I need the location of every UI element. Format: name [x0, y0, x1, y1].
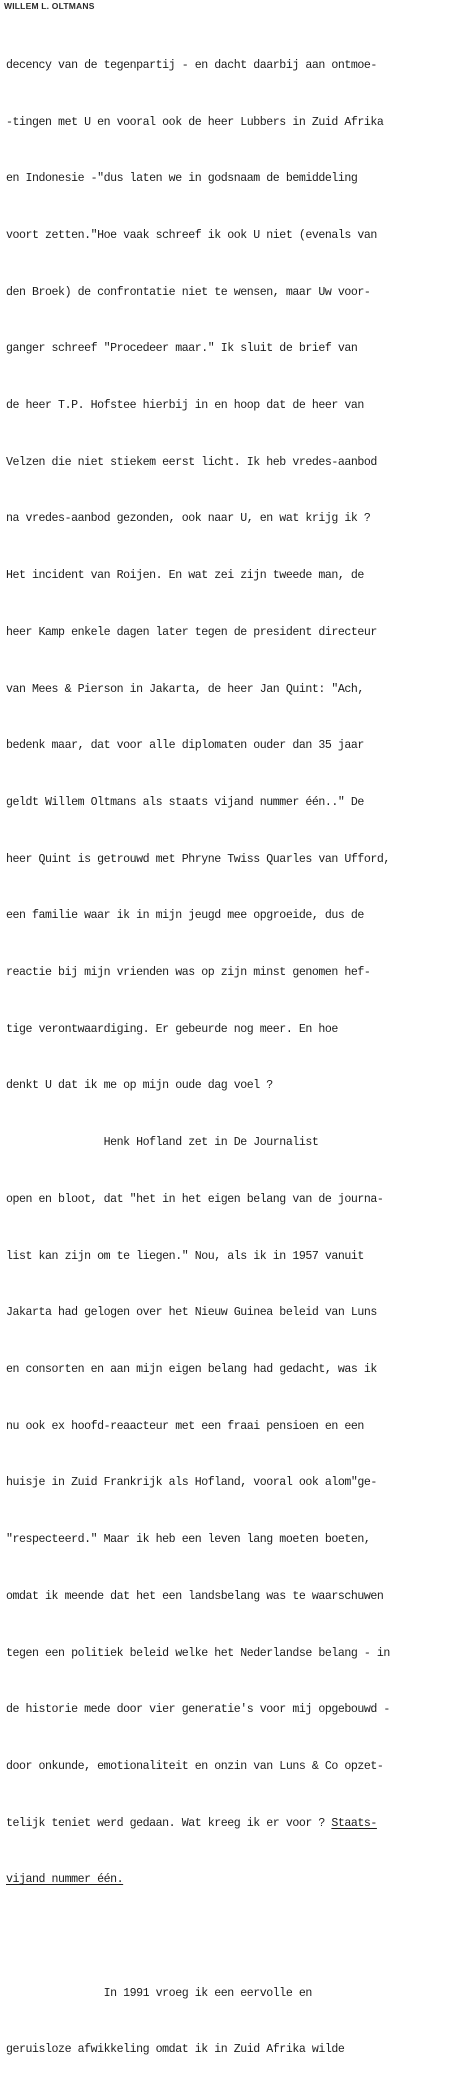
- underlined-word: Staats-: [331, 1816, 377, 1830]
- text-line: en consorten en aan mijn eigen belang had gedacht, was ik: [6, 1362, 377, 1376]
- text-line: de historie mede door vier generatie's voor mij opgebouwd -: [6, 1703, 390, 1717]
- text-line: Jakarta had gelogen over het Nieuw Guinea beleid van Luns: [6, 1306, 377, 1320]
- blank-line: [6, 1928, 450, 1947]
- text-line: een familie waar ik in mijn jeugd mee opgroeide, dus de: [6, 909, 364, 923]
- underlined-line: vijand nummer één.: [6, 1873, 124, 1887]
- text-line: "respecteerd." Maar ik heb een leven lang moeten boeten,: [6, 1533, 371, 1547]
- text-line: na vredes-aanbod gezonden, ook naar U, en wat krijg ik ?: [6, 512, 371, 526]
- text-line: Het incident van Roijen. En wat zei zijn tweede man, de: [6, 569, 364, 583]
- text-line: heer Kamp enkele dagen later tegen de president directeur: [6, 625, 377, 639]
- text-line: huisje in Zuid Frankrijk als Hofland, vooral ook alom"ge-: [6, 1476, 377, 1490]
- text-line: decency van de tegenpartij - en dacht daarbij aan ontmoe-: [6, 58, 377, 72]
- text-line: Henk Hofland zet in De Journalist: [6, 1136, 319, 1150]
- text-line: geldt Willem Oltmans als staats vijand nummer één.." De: [6, 795, 364, 809]
- text-line: In 1991 vroeg ik een eervolle en: [6, 1986, 312, 2000]
- text-line: reactie bij mijn vrienden was op zijn minst genomen hef-: [6, 966, 371, 980]
- text-line: den Broek) de confrontatie niet te wensen, maar Uw voor-: [6, 285, 371, 299]
- text-segment: telijk teniet werd gedaan. Wat kreeg ik er voor ?: [6, 1816, 332, 1830]
- text-line: omdat ik meende dat het een landsbelang was te waarschuwen: [6, 1589, 384, 1603]
- text-line: ganger schreef "Procedeer maar." Ik sluit de brief van: [6, 342, 358, 356]
- text-line: tige verontwaardiging. Er gebeurde nog meer. En hoe: [6, 1022, 338, 1036]
- text-line: denkt U dat ik me op mijn oude dag voel ?: [6, 1079, 273, 1093]
- text-line: de heer T.P. Hofstee hierbij in en hoop dat de heer van: [6, 399, 364, 413]
- text-line: nu ook ex hoofd-reaacteur met een fraai pensioen en een: [6, 1419, 364, 1433]
- text-line: tegen een politiek beleid welke het Nederlandse belang - in: [6, 1646, 390, 1660]
- text-line: van Mees & Pierson in Jakarta, de heer Jan Quint: "Ach,: [6, 682, 364, 696]
- text-line: voort zetten."Hoe vaak schreef ik ook U niet (evenals van: [6, 228, 377, 242]
- text-line: open en bloot, dat "het in het eigen belang van de journa-: [6, 1192, 384, 1206]
- text-line: en Indonesie -"dus laten we in godsnaam de bemiddeling: [6, 172, 358, 186]
- text-line-with-underline: [6, 1815, 450, 1834]
- text-line: door onkunde, emotionaliteit en onzin van Luns & Co opzet-: [6, 1759, 384, 1773]
- running-head: WILLEM L. OLTMANS: [4, 1, 95, 11]
- text-line: list kan zijn om te liegen." Nou, als ik in 1957 vanuit: [6, 1249, 364, 1263]
- text-line: -tingen met U en vooral ook de heer Lubbers in Zuid Afrika: [6, 115, 384, 129]
- typed-letter-body: [6, 19, 450, 2079]
- text-line: bedenk maar, dat voor alle diplomaten ouder dan 35 jaar: [6, 739, 364, 753]
- text-line: Velzen die niet stiekem eerst licht. Ik heb vredes-aanbod: [6, 455, 377, 469]
- text-line: geruisloze afwikkeling omdat ik in Zuid Afrika wilde: [6, 2043, 345, 2057]
- text-line: heer Quint is getrouwd met Phryne Twiss Quarles van Ufford,: [6, 852, 390, 866]
